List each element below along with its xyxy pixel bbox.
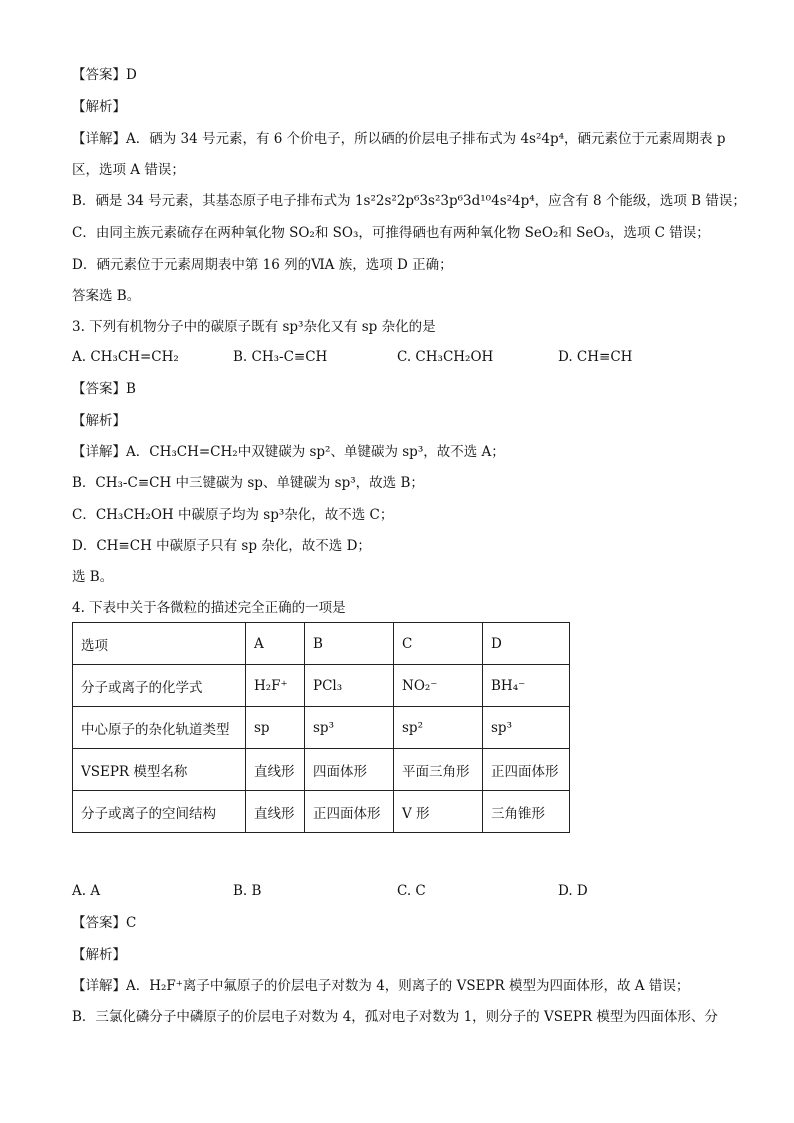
table-cell: H₂F⁺	[246, 665, 305, 707]
table-cell: 正四面体形	[305, 791, 394, 833]
table-row	[73, 665, 570, 707]
table-cell: 直线形	[246, 749, 305, 791]
q2-answer: 【答案】D	[72, 67, 137, 83]
table-cell: 中心原子的杂化轨道类型	[73, 707, 246, 749]
table-cell: sp²	[394, 707, 483, 749]
q4-analysis-heading: 【解析】	[72, 947, 126, 963]
q4-table	[72, 622, 570, 833]
q4-option-d: D. D	[558, 883, 588, 899]
q3-detail-c: C．CH₃CH₂OH 中碳原子均为 sp³杂化，故不选 C；	[72, 507, 394, 523]
q4-detail-a: 【详解】A．H₂F⁺离子中氟原子的价层电子对数为 4，则离子的 VSEPR 模型为四面体形，故 A 错误；	[72, 978, 690, 994]
table-cell: BH₄⁻	[483, 665, 570, 707]
table-cell: sp³	[305, 707, 394, 749]
q3-conclusion: 选 B。	[72, 569, 114, 585]
q4-detail-b: B．三氯化磷分子中磷原子的价层电子对数为 4，孤对电子对数为 1，则分子的 VSEPR 模型为四面体形、分	[72, 1009, 718, 1025]
q3-option-c: C. CH₃CH₂OH	[397, 349, 494, 365]
q4-stem: 4. 下表中关于各微粒的描述完全正确的一项是	[72, 600, 346, 616]
table-cell: 选项	[73, 623, 246, 665]
table-cell: 三角锥形	[483, 791, 570, 833]
table-row	[73, 791, 570, 833]
q4-option-c: C. C	[397, 883, 426, 899]
q2-detail-a-line1: 【详解】A．硒为 34 号元素，有 6 个价电子，所以硒的价层电子排布式为 4s²4p⁴，硒元素位于元素周期表 p	[72, 131, 726, 147]
table-cell: B	[305, 623, 394, 665]
q3-analysis-heading: 【解析】	[72, 413, 126, 429]
q3-stem: 3. 下列有机物分子中的碳原子既有 sp³杂化又有 sp 杂化的是	[72, 319, 436, 335]
table-row	[73, 707, 570, 749]
table-cell: 直线形	[246, 791, 305, 833]
q3-answer: 【答案】B	[72, 381, 136, 397]
table-cell: V 形	[394, 791, 483, 833]
table-cell: A	[246, 623, 305, 665]
table-cell: C	[394, 623, 483, 665]
table-row	[73, 749, 570, 791]
q2-detail-a-line2: 区，选项 A 错误；	[72, 162, 185, 178]
table-cell: 四面体形	[305, 749, 394, 791]
q2-detail-b: B．硒是 34 号元素，其基态原子电子排布式为 1s²2s²2p⁶3s²3p⁶3d¹⁰4s²4p⁴，应含有 8 个能级，选项 B 错误；	[72, 193, 746, 209]
q3-detail-d: D．CH≡CH 中碳原子只有 sp 杂化，故不选 D；	[72, 538, 371, 554]
table-cell: 正四面体形	[483, 749, 570, 791]
q4-option-a: A. A	[72, 883, 101, 899]
q3-option-d: D. CH≡CH	[558, 349, 633, 365]
q3-option-a: A. CH₃CH=CH₂	[72, 349, 179, 365]
q4-option-b: B. B	[233, 883, 262, 899]
table-row	[73, 623, 570, 665]
table-cell: 平面三角形	[394, 749, 483, 791]
table-cell: VSEPR 模型名称	[73, 749, 246, 791]
q3-detail-b: B．CH₃-C≡CH 中三键碳为 sp、单键碳为 sp³，故选 B；	[72, 475, 424, 491]
q2-analysis-heading: 【解析】	[72, 99, 126, 115]
table-cell: D	[483, 623, 570, 665]
q2-detail-d: D．硒元素位于元素周期表中第 16 列的ⅥA 族，选项 D 正确；	[72, 257, 453, 273]
q3-option-b: B. CH₃-C≡CH	[233, 349, 328, 365]
table-cell: sp	[246, 707, 305, 749]
table-cell: sp³	[483, 707, 570, 749]
table-cell: PCl₃	[305, 665, 394, 707]
q3-detail-a: 【详解】A．CH₃CH=CH₂中双键碳为 sp²、单键碳为 sp³，故不选 A；	[72, 444, 505, 460]
q2-detail-c: C．由同主族元素硫存在两种氧化物 SO₂和 SO₃，可推得硒也有两种氧化物 SeO₂和 SeO₃，选项 C 错误；	[72, 225, 710, 241]
table-cell: 分子或离子的空间结构	[73, 791, 246, 833]
q2-conclusion: 答案选 B。	[72, 288, 141, 304]
table-cell: 分子或离子的化学式	[73, 665, 246, 707]
table-cell: NO₂⁻	[394, 665, 483, 707]
q4-answer: 【答案】C	[72, 915, 137, 931]
